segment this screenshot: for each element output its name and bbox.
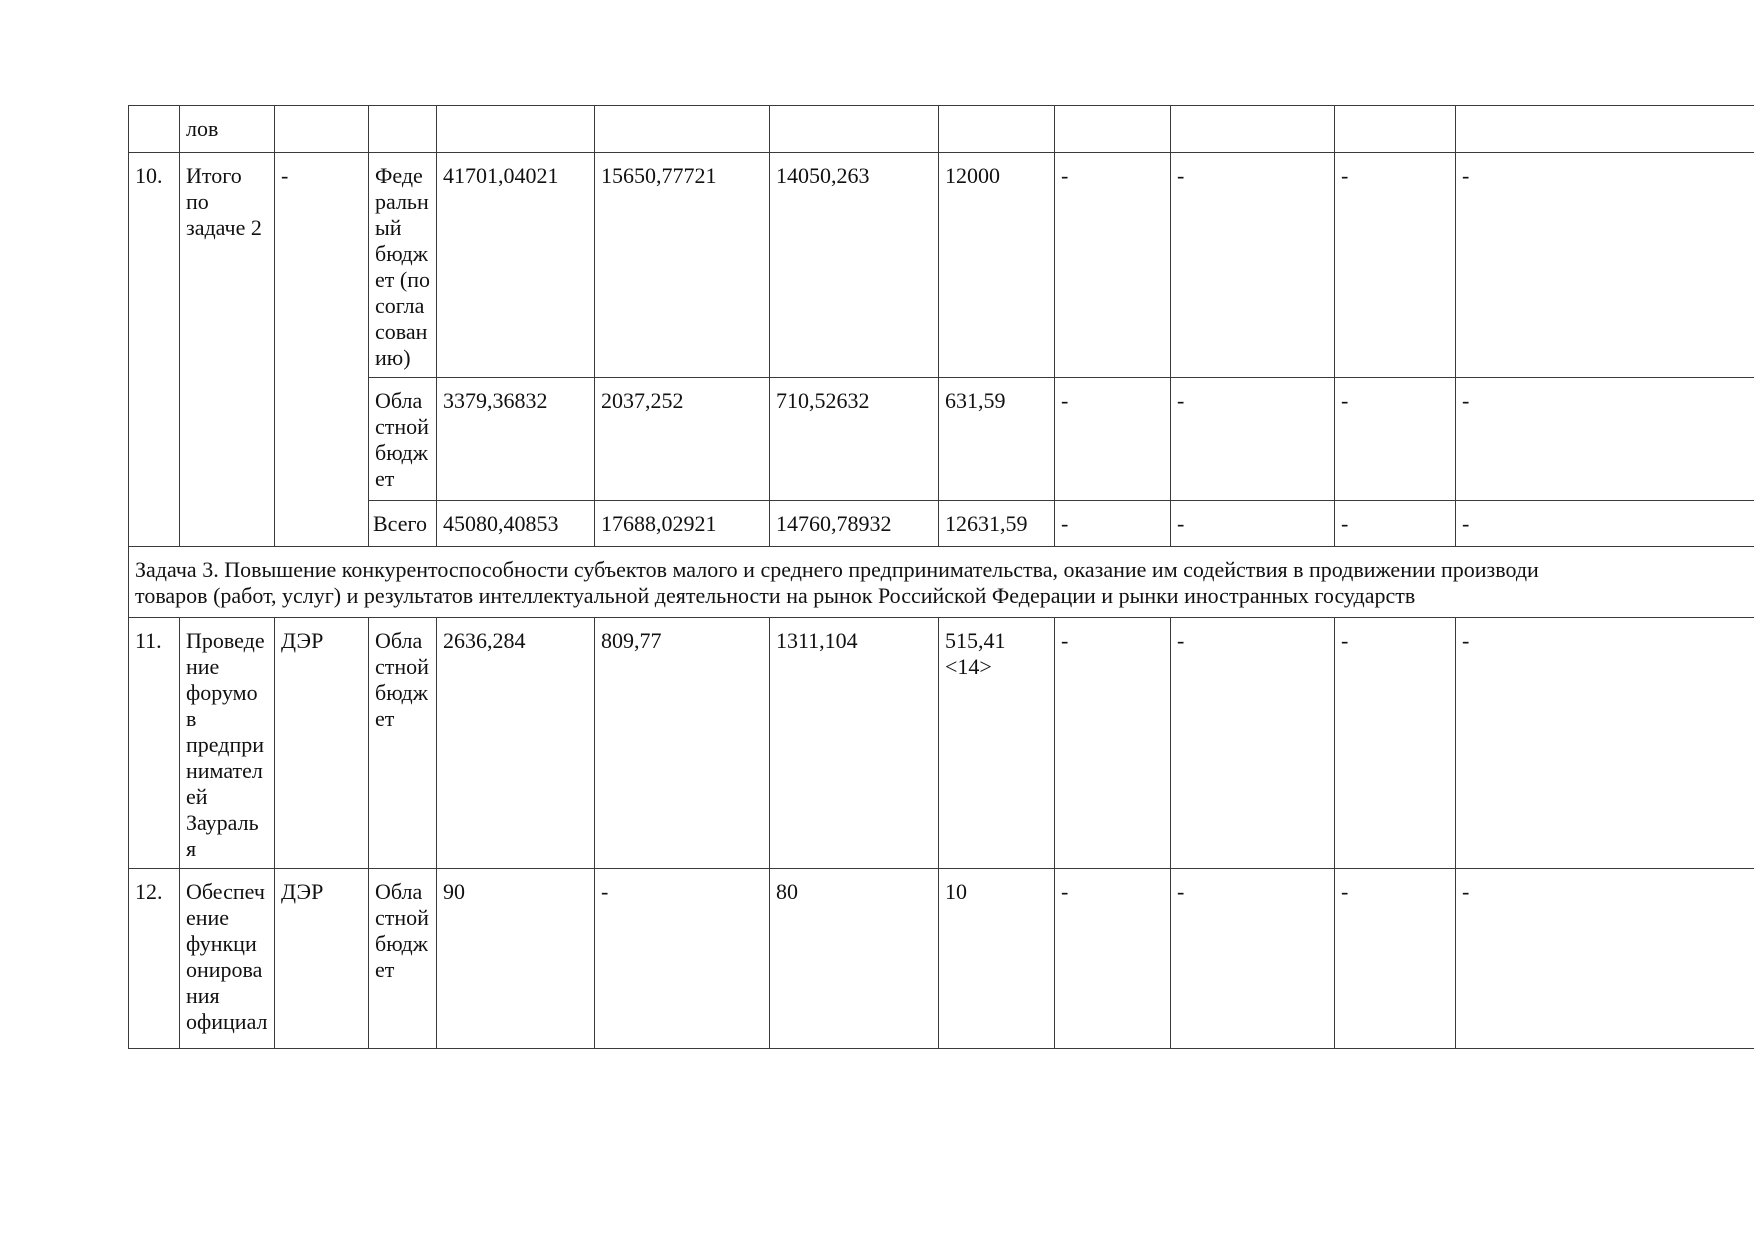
cell-total: 2636,284	[437, 618, 595, 869]
cell-y7: -	[1456, 869, 1754, 1049]
cell-y2: 14050,263	[770, 153, 939, 378]
cell-y6: -	[1335, 869, 1456, 1049]
cell-name: Обеспеч ение функци онирова ния официал	[180, 869, 275, 1049]
cell-y3: 12000	[939, 153, 1055, 378]
task-3-heading	[129, 547, 1754, 618]
cell-total: 41701,04021	[437, 153, 595, 378]
cell-y1: 17688,02921	[595, 501, 770, 547]
cell-y4: -	[1055, 501, 1171, 547]
cell-y4	[1055, 106, 1171, 153]
cell-num	[129, 106, 180, 153]
cell-y3: 12631,59	[939, 501, 1055, 547]
cell-y4: -	[1055, 618, 1171, 869]
cell-y7: -	[1456, 378, 1754, 501]
cell-y1: 809,77	[595, 618, 770, 869]
cell-executor	[275, 106, 369, 153]
cell-y1: 2037,252	[595, 378, 770, 501]
cell-source: Обла стной бюдж ет	[369, 869, 437, 1049]
cell-total	[437, 106, 595, 153]
cell-source: Феде ральн ый бюдж ет (по согла сован ию)	[369, 153, 437, 378]
cell-executor: ДЭР	[275, 869, 369, 1049]
cell-y2: 1311,104	[770, 618, 939, 869]
table-row-11	[129, 618, 1754, 869]
cell-source: Всего	[369, 501, 437, 547]
cell-y1	[595, 106, 770, 153]
cell-y6: -	[1335, 378, 1456, 501]
cell-y4: -	[1055, 378, 1171, 501]
cell-y6: -	[1335, 501, 1456, 547]
cell-source: Обла стной бюдж ет	[369, 378, 437, 501]
table-row-12	[129, 869, 1754, 1049]
cell-total: 90	[437, 869, 595, 1049]
cell-y3: 10	[939, 869, 1055, 1049]
cell-y6: -	[1335, 153, 1456, 378]
cell-source	[369, 106, 437, 153]
cell-y3	[939, 106, 1055, 153]
cell-y4: -	[1055, 869, 1171, 1049]
cell-y2	[770, 106, 939, 153]
table-row-continuation	[129, 106, 1754, 153]
cell-y5: -	[1171, 618, 1335, 869]
cell-y6: -	[1335, 618, 1456, 869]
task-3-heading-row	[129, 547, 1754, 618]
budget-table	[128, 105, 1754, 1049]
cell-y2: 14760,78932	[770, 501, 939, 547]
cell-num: 12.	[129, 869, 180, 1049]
cell-y3: 515,41 <14>	[939, 618, 1055, 869]
cell-y7	[1456, 106, 1754, 153]
table-row-10-regional	[129, 378, 1754, 501]
cell-y2: 710,52632	[770, 378, 939, 501]
cell-name: лов	[180, 106, 275, 153]
cell-num: 10.	[129, 153, 180, 547]
cell-executor: ДЭР	[275, 618, 369, 869]
cell-y5: -	[1171, 153, 1335, 378]
cell-total: 3379,36832	[437, 378, 595, 501]
cell-total: 45080,40853	[437, 501, 595, 547]
table-row-10-federal	[129, 153, 1754, 378]
cell-y5: -	[1171, 869, 1335, 1049]
cell-y7: -	[1456, 618, 1754, 869]
cell-y7: -	[1456, 501, 1754, 547]
task-3-line-2: товаров (работ, услуг) и результатов интеллектуальной деятельности на рынок Российской Федерации и рынки иностранных государств	[135, 583, 1416, 608]
cell-y5: -	[1171, 501, 1335, 547]
cell-num: 11.	[129, 618, 180, 869]
cell-y6	[1335, 106, 1456, 153]
cell-y4: -	[1055, 153, 1171, 378]
cell-y1: 15650,77721	[595, 153, 770, 378]
cell-y1: -	[595, 869, 770, 1049]
table-row-10-total	[129, 501, 1754, 547]
cell-y5: -	[1171, 378, 1335, 501]
cell-y2: 80	[770, 869, 939, 1049]
cell-executor: -	[275, 153, 369, 547]
task-3-line-1: Задача 3. Повышение конкурентоспособности субъектов малого и среднего предпринимательства, оказание им содействия в продвижении производи	[135, 557, 1539, 582]
cell-y5	[1171, 106, 1335, 153]
cell-y3: 631,59	[939, 378, 1055, 501]
cell-y7: -	[1456, 153, 1754, 378]
cell-name: Итого по задаче 2	[180, 153, 275, 547]
cell-source: Обла стной бюдж ет	[369, 618, 437, 869]
cell-name: Проведе ние форумо в предпри нимател ей Заураль я	[180, 618, 275, 869]
